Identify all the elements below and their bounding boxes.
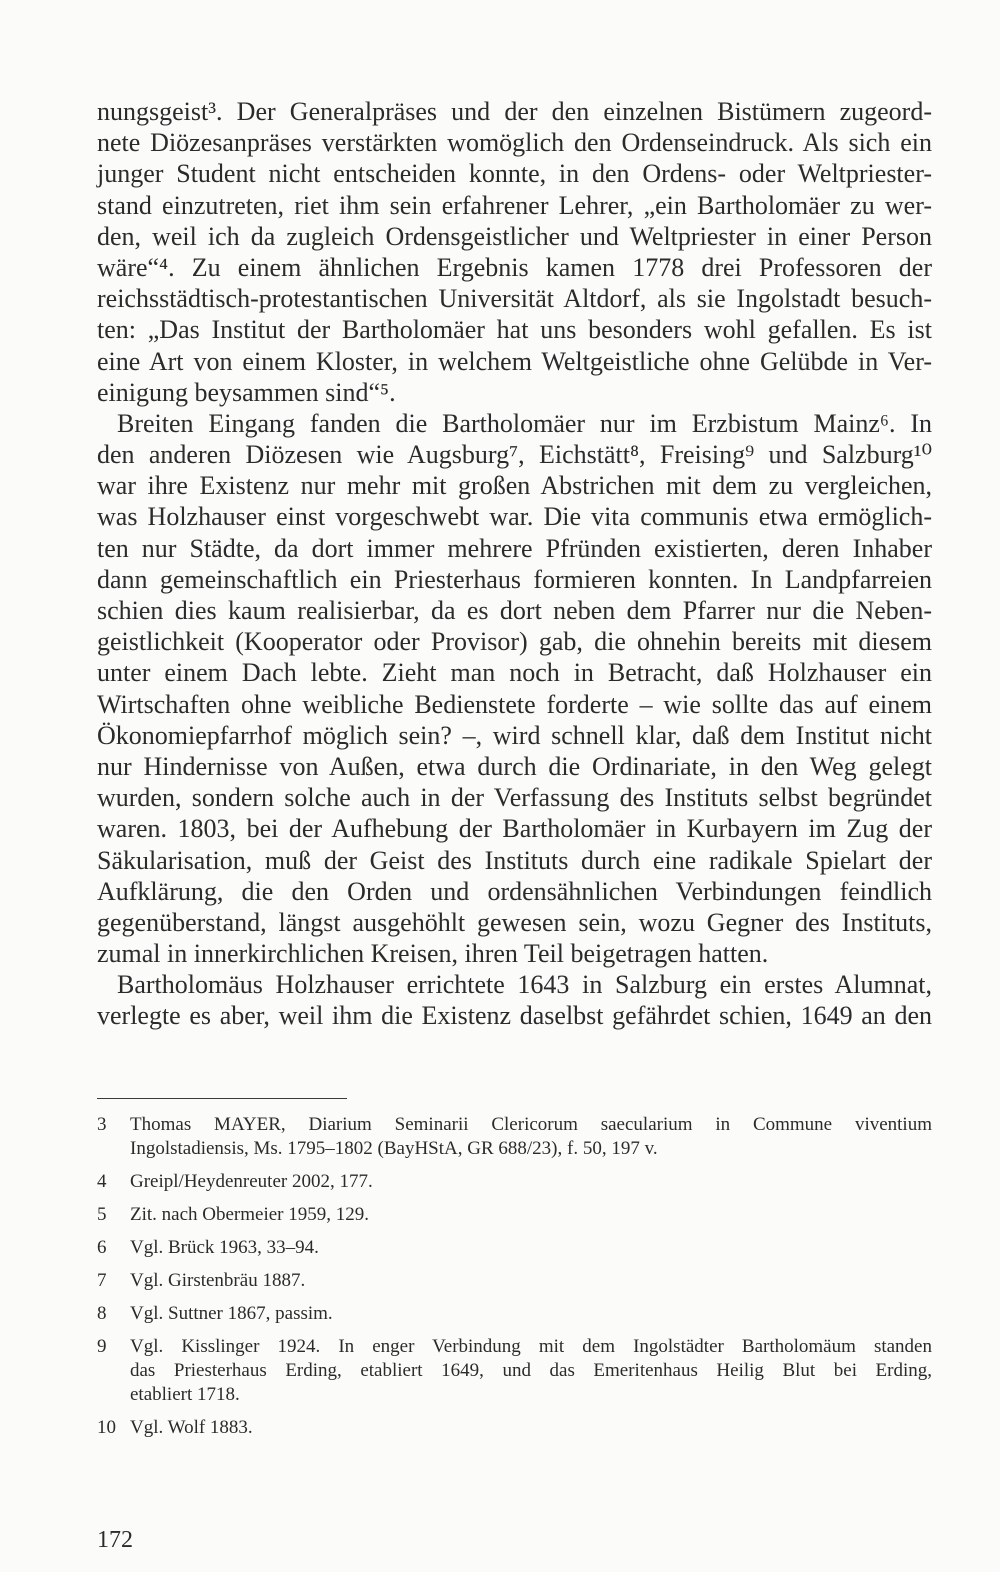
text-line: ten: „Das Institut der Bartholomäer hat uns besonders wohl gefallen. Es ist <box>97 315 932 345</box>
footnote-text: Vgl. Wolf 1883. <box>130 1417 253 1438</box>
footnote-number: 6 <box>97 1237 107 1258</box>
footnote <box>97 1236 932 1260</box>
text-line: Bartholomäus Holzhauser errichtete 1643 in Salzburg ein erstes Alumnat, <box>117 970 932 1000</box>
footnote-text: Zit. nach Obermeier 1959, 129. <box>130 1204 370 1225</box>
text-line: zumal in innerkirchlichen Kreisen, ihren Teil beigetragen hatten. <box>97 939 769 969</box>
text-line: nete Diözesanpräses verstärkten womöglich den Ordenseindruck. Als sich ein <box>97 128 932 158</box>
footnote <box>97 1203 932 1227</box>
footnote-text: das Priesterhaus Erding, etabliert 1649, und das Emeritenhaus Heilig Blut bei Erding, <box>130 1360 932 1381</box>
text-line: nur Hindernisse von Außen, etwa durch die Ordinariate, in den Weg gelegt <box>97 751 932 781</box>
footnote-number: 4 <box>97 1171 107 1192</box>
text-line: schien dies kaum realisierbar, da es dort neben dem Pfarrer nur die Neben- <box>97 596 932 625</box>
footnote <box>97 1170 932 1194</box>
text-line: Ökonomiepfarrhof möglich sein? –, wird schnell klar, daß dem Institut nicht <box>97 720 932 750</box>
text-line: Säkularisation, muß der Geist des Instituts durch eine radikale Spielart der <box>97 845 932 875</box>
footnote <box>97 1416 932 1440</box>
footnotes <box>97 1113 932 1449</box>
text-line: was Holzhauser einst vorgeschwebt war. Die vita communis etwa ermöglich- <box>97 502 932 532</box>
footnote-text: etabliert 1718. <box>130 1384 240 1405</box>
text-line: einigung beysammen sind“⁵. <box>97 377 396 407</box>
text-line: eine Art von einem Kloster, in welchem Weltgeistliche ohne Gelübde in Ver- <box>97 346 932 376</box>
text-line: nungsgeist³. Der Generalpräses und der den einzelnen Bistümern zugeord- <box>97 97 932 126</box>
text-line: den, weil ich da zugleich Ordensgeistlicher und Weltpriester in einer Person <box>97 221 932 251</box>
text-line: Aufklärung, die den Orden und ordensähnlichen Verbindungen feindlich <box>97 876 932 906</box>
text-line: verlegte es aber, weil ihm die Existenz daselbst gefährdet schien, 1649 an den <box>97 1001 932 1031</box>
footnote-text: Vgl. Girstenbräu 1887. <box>130 1270 306 1291</box>
body-text <box>97 96 932 1032</box>
footnote-number: 8 <box>97 1303 107 1324</box>
text-line: stand einzutreten, riet ihm sein erfahrener Lehrer, „ein Bartholomäer zu wer- <box>97 190 932 220</box>
text-line: gegenüberstand, längst ausgehöhlt gewesen sein, wozu Gegner des Instituts, <box>97 907 932 937</box>
footnote-number: 10 <box>97 1417 116 1438</box>
text-line: geistlichkeit (Kooperator oder Provisor) gab, die ohnehin bereits mit diesem <box>97 627 932 657</box>
footnote-text: Vgl. Kisslinger 1924. In enger Verbindung mit dem Ingolstädter Bartholomäum standen <box>130 1336 932 1357</box>
footnote-text: Greipl/Heydenreuter 2002, 177. <box>130 1171 373 1192</box>
footnote-number: 7 <box>97 1270 107 1291</box>
text-line: war ihre Existenz nur mehr mit großen Abstrichen mit dem zu vergleichen, <box>97 471 932 501</box>
footnote-text: Ingolstadiensis, Ms. 1795–1802 (BayHStA, GR 688/23), f. 50, 197 v. <box>130 1138 658 1159</box>
footnote-text: Vgl. Suttner 1867, passim. <box>130 1303 333 1324</box>
footnote-number: 5 <box>97 1204 107 1225</box>
text-line: waren. 1803, bei der Aufhebung der Bartholomäer in Kurbayern im Zug der <box>97 814 932 844</box>
footnote <box>97 1335 932 1407</box>
text-line: unter einem Dach lebte. Zieht man noch in Betracht, daß Holzhauser ein <box>97 658 932 688</box>
text-line: junger Student nicht entscheiden konnte, in den Ordens- oder Weltpriester- <box>97 159 932 189</box>
text-line: Breiten Eingang fanden die Bartholomäer nur im Erzbistum Mainz⁶. In <box>117 408 932 438</box>
footnote <box>97 1113 932 1161</box>
text-line: Wirtschaften ohne weibliche Bedienstete forderte – wie sollte das auf einem <box>97 689 932 719</box>
text-line: den anderen Diözesen wie Augsburg⁷, Eichstätt⁸, Freising⁹ und Salzburg¹⁰ <box>97 440 932 470</box>
footnote-number: 3 <box>97 1114 107 1135</box>
text-line: wäre“⁴. Zu einem ähnlichen Ergebnis kamen 1778 drei Professoren der <box>97 252 932 282</box>
text-line: reichsstädtisch-protestantischen Universität Altdorf, als sie Ingolstadt besuch- <box>97 284 932 314</box>
footnote-number: 9 <box>97 1336 107 1357</box>
footnote-text: Thomas MAYER, Diarium Seminarii Clericorum saecularium in Commune viventium <box>130 1114 932 1135</box>
footnote-divider <box>97 1098 347 1099</box>
footnote <box>97 1302 932 1326</box>
page-number: 172 <box>97 1527 133 1553</box>
text-line: ten nur Städte, da dort immer mehrere Pfründen existierten, deren Inhaber <box>97 533 932 563</box>
footnote <box>97 1269 932 1293</box>
text-line: dann gemeinschaftlich ein Priesterhaus formieren konnten. In Landpfarreien <box>97 564 932 594</box>
footnote-text: Vgl. Brück 1963, 33–94. <box>130 1237 319 1258</box>
text-line: wurden, sondern solche auch in der Verfassung des Instituts selbst begründet <box>97 783 932 813</box>
